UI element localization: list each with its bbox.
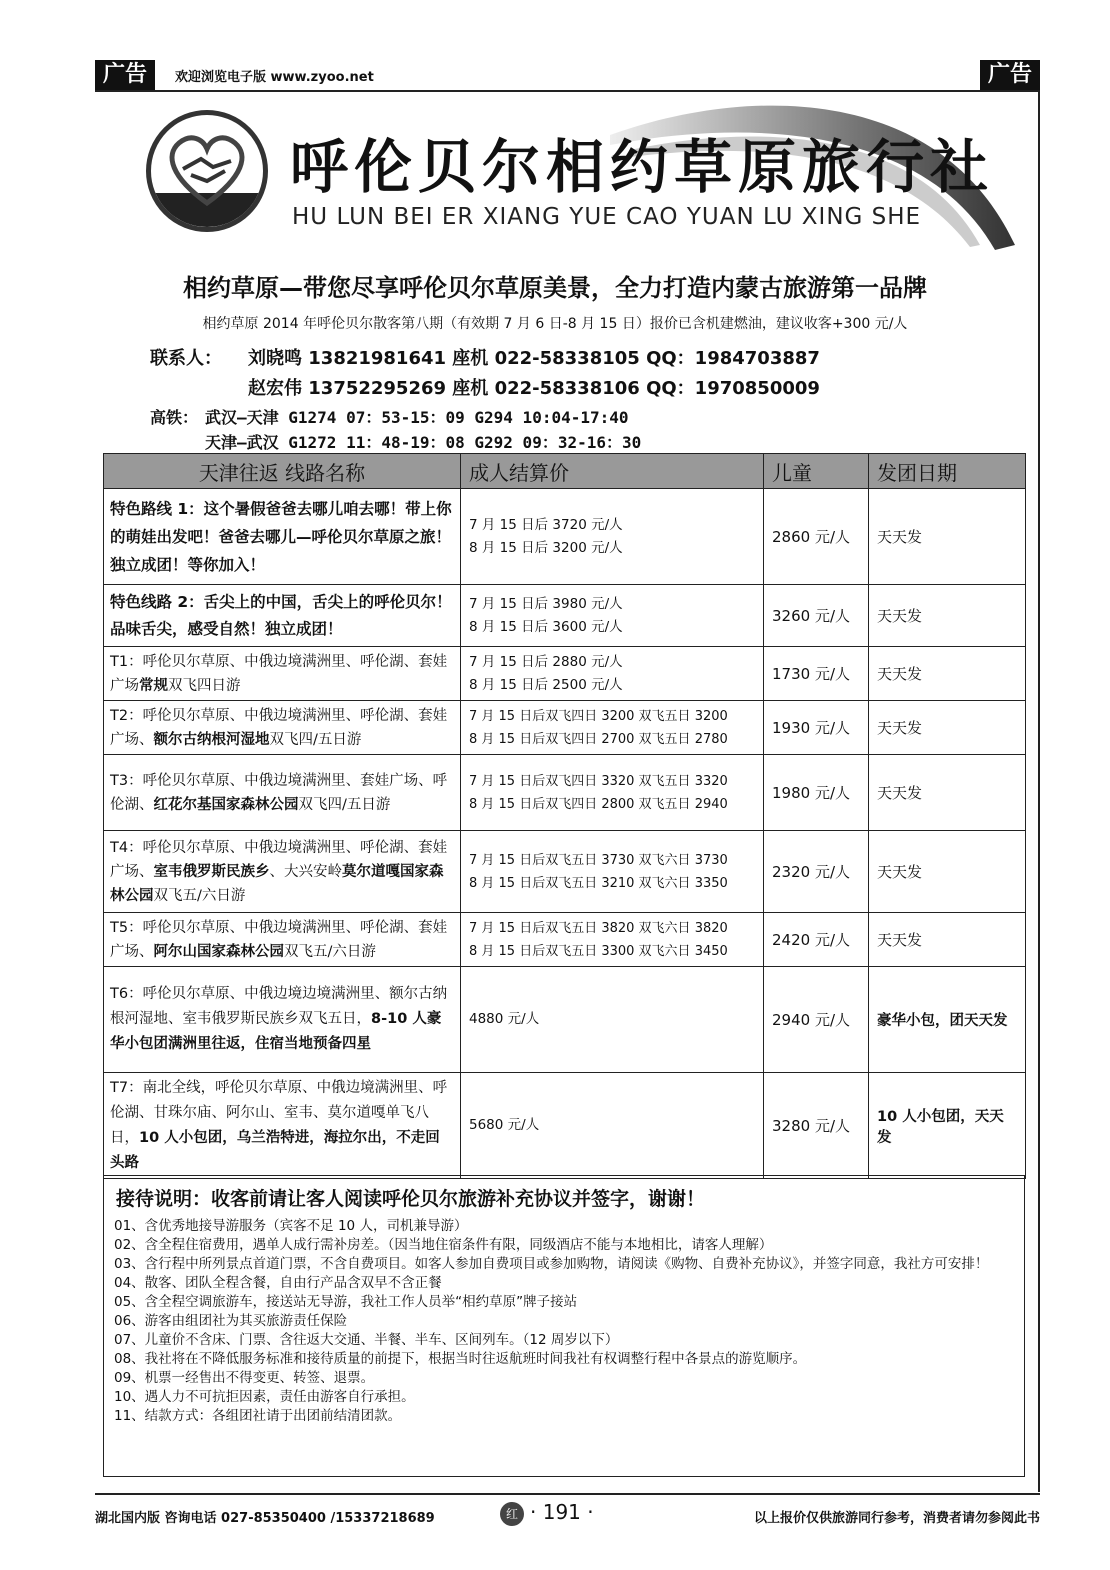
contact-2: 赵宏伟 13752295269 座机 022-58338106 QQ：1970850009 — [248, 378, 820, 399]
route-text: T6：呼伦贝尔草原、中俄边境边境满洲里、额尔古纳根河湿地、室韦俄罗斯民族乡双飞五日， — [110, 986, 448, 1027]
depart-date: 天天发 — [869, 831, 1026, 913]
route-text: T4：呼伦贝尔草原、中俄边境满洲里、呼伦湖、套娃广场、 — [110, 839, 448, 880]
footer-disclaimer: 以上报价仅供旅游同行参考，消费者请勿参阅此书 — [753, 1511, 1040, 1526]
route-text: T3：呼伦贝尔草原、中俄边境满洲里、套娃广场、呼伦湖、 — [110, 772, 448, 813]
header-adult-price: 成人结算价 — [461, 454, 764, 489]
adult-price: 5680 元/人 — [461, 1073, 764, 1179]
table-row — [104, 701, 1026, 755]
table-row — [104, 831, 1026, 913]
route-name — [104, 1073, 461, 1179]
route-text: 双飞四日游 — [168, 677, 241, 694]
route-name: 特色路线 1：这个暑假爸爸去哪儿咱去哪！带上你的萌娃出发吧！爸爸去哪儿—呼伦贝尔草原之旅！独立成团！等你加入！ — [104, 489, 461, 585]
route-highlight: 阿尔山国家森林公园 — [153, 943, 284, 960]
adult-price — [461, 755, 764, 831]
note-item: 02、含全程住宿费用，遇单人成行需补房差。（因当地住宿条件有限，同级酒店不能与本地相比，请客人理解） — [114, 1237, 773, 1253]
route-name — [104, 647, 461, 701]
price-line: 7 月 15 日后 2880 元/人 — [469, 653, 623, 670]
price-line: 8 月 15 日后双飞四日 2800 双飞五日 2940 — [469, 796, 728, 812]
table-header-row — [104, 454, 1026, 489]
table-row — [104, 913, 1026, 967]
route-text: T1：呼伦贝尔草原、中俄边境满洲里、呼伦湖、套娃广场 — [110, 653, 448, 694]
contact-1: 刘晓鸣 13821981641 座机 022-58338105 QQ：1984703887 — [248, 348, 820, 369]
validity-line: 相约草原 2014 年呼伦贝尔散客第八期（有效期 7 月 6 日-8 月 15 日）报价已含机建燃油，建议收客+300 元/人 — [202, 316, 908, 332]
contact-label: 联系人： — [150, 348, 222, 369]
price-line: 7 月 15 日后 3720 元/人 — [469, 516, 623, 533]
price-line: 7 月 15 日后双飞四日 3200 双飞五日 3200 — [469, 708, 728, 724]
child-price: 1930 元/人 — [764, 701, 869, 755]
table-row — [104, 755, 1026, 831]
note-item: 04、散客、团队全程含餐，自由行产品含双早不含正餐 — [114, 1275, 442, 1291]
note-item: 06、游客由组团社为其买旅游责任保险 — [114, 1313, 348, 1329]
table-row — [104, 647, 1026, 701]
depart-date: 天天发 — [869, 647, 1026, 701]
notes-title: 接待说明：收客前请让客人阅读呼伦贝尔旅游补充协议并签字，谢谢！ — [116, 1188, 706, 1210]
note-item: 11、结款方式：各组团社请于出团前结清团款。 — [114, 1408, 402, 1424]
note-item: 05、含全程空调旅游车，接送站无导游，我社工作人员举“相约草原”牌子接站 — [114, 1294, 578, 1310]
note-item: 09、机票一经售出不得变更、转签、退票。 — [114, 1370, 375, 1386]
price-line: 7 月 15 日后双飞五日 3820 双飞六日 3820 — [469, 920, 728, 936]
train-label: 高铁： — [150, 408, 199, 427]
header-route: 天津往返 线路名称 — [104, 454, 461, 489]
slogan: 相约草原—带您尽享呼伦贝尔草原美景，全力打造内蒙古旅游第一品牌 — [183, 274, 927, 302]
child-price: 2420 元/人 — [764, 913, 869, 967]
agency-pinyin: HU LUN BEI ER XIANG YUE CAO YUAN LU XING SHE — [292, 204, 922, 230]
train-line-2: 天津—武汉 G1272 11：48-19：08 G292 09：32-16：30 — [205, 433, 642, 452]
route-text: 双飞四/五日游 — [269, 731, 362, 748]
table-row — [104, 1073, 1026, 1179]
depart-date: 天天发 — [869, 755, 1026, 831]
price-line: 8 月 15 日后 3200 元/人 — [469, 539, 623, 556]
route-name: 特色线路 2：舌尖上的中国，舌尖上的呼伦贝尔！品味舌尖，感受自然！独立成团！ — [104, 585, 461, 647]
note-item: 07、儿童价不含床、门票、含往返大交通、半餐、半车、区间列车。（12 周岁以下） — [114, 1332, 619, 1348]
reception-notes — [103, 1175, 1025, 1477]
route-highlight: 常规 — [139, 677, 168, 694]
route-name — [104, 701, 461, 755]
depart-date: 10 人小包团，天天发 — [869, 1073, 1026, 1179]
route-highlight: 8-10 人豪华小包团满洲里往返，住宿当地预备四星 — [110, 1011, 442, 1052]
adult-price — [461, 913, 764, 967]
route-highlight: 额尔古纳根河湿地 — [153, 731, 270, 748]
depart-date: 天天发 — [869, 701, 1026, 755]
child-price: 2320 元/人 — [764, 831, 869, 913]
route-name — [104, 831, 461, 913]
page-number: · 191 · — [530, 1500, 594, 1524]
child-price: 3260 元/人 — [764, 585, 869, 647]
note-item: 10、遇人力不可抗拒因素，责任由游客自行承担。 — [114, 1389, 415, 1405]
depart-date: 天天发 — [869, 585, 1026, 647]
route-text: T5：呼伦贝尔草原、中俄边境满洲里、呼伦湖、套娃广场、 — [110, 919, 448, 960]
price-line: 7 月 15 日后双飞四日 3320 双飞五日 3320 — [469, 773, 728, 789]
train-line-1: 武汉—天津 G1274 07：53-15：09 G294 10:04-17:40 — [205, 408, 629, 427]
header-depart-date: 发团日期 — [869, 454, 1026, 489]
price-line: 8 月 15 日后双飞五日 3210 双飞六日 3350 — [469, 875, 728, 891]
header-child-price: 儿童 — [764, 454, 869, 489]
depart-date: 豪华小包，团天天发 — [869, 967, 1026, 1073]
route-name — [104, 755, 461, 831]
child-price: 2860 元/人 — [764, 489, 869, 585]
route-highlight: 室韦俄罗斯民族乡 — [153, 863, 270, 880]
red-badge-icon: 红 — [500, 1502, 524, 1526]
footer-contact: 湖北国内版 咨询电话 027-85350400 /15337218689 — [95, 1511, 435, 1526]
route-table — [103, 453, 1026, 1179]
route-text: 双飞五/六日游 — [153, 887, 246, 904]
price-line: 8 月 15 日后 2500 元/人 — [469, 676, 623, 693]
adult-price — [461, 489, 764, 585]
note-item: 03、含行程中所列景点首道门票，不含自费项目。如客人参加自费项目或参加购物，请阅读《购物、自费补充协议》，并签字同意，我社方可安排！ — [114, 1256, 989, 1272]
route-text: T2：呼伦贝尔草原、中俄边境满洲里、呼伦湖、套娃广场、 — [110, 707, 448, 748]
footer-rule — [95, 1493, 1040, 1495]
ad-label-left: 广告 — [95, 60, 155, 90]
route-text: 、大兴安岭 — [269, 863, 342, 880]
adult-price: 4880 元/人 — [461, 967, 764, 1073]
route-name — [104, 967, 461, 1073]
adult-price — [461, 585, 764, 647]
ad-label-right: 广告 — [980, 60, 1040, 90]
top-rule — [95, 90, 1040, 92]
adult-price — [461, 831, 764, 913]
route-highlight: 莫尔道嘎国家森林公园 — [110, 863, 444, 904]
table-row — [104, 967, 1026, 1073]
price-line: 8 月 15 日后 3600 元/人 — [469, 618, 623, 635]
route-highlight: 红花尔基国家森林公园 — [153, 796, 299, 813]
adult-price — [461, 701, 764, 755]
price-line: 8 月 15 日后双飞四日 2700 双飞五日 2780 — [469, 731, 728, 747]
route-text: 双飞四/五日游 — [298, 796, 391, 813]
child-price: 2940 元/人 — [764, 967, 869, 1073]
table-row — [104, 585, 1026, 647]
note-item: 08、我社将在不降低服务标准和接待质量的前提下，根据当时往返航班时间我社有权调整行程中各景点的游览顺序。 — [114, 1351, 807, 1367]
route-name — [104, 913, 461, 967]
note-item: 01、含优秀地接导游服务（宾客不足 10 人，司机兼导游） — [114, 1218, 468, 1234]
depart-date: 天天发 — [869, 489, 1026, 585]
adult-price — [461, 647, 764, 701]
route-text: 双飞五/六日游 — [284, 943, 376, 960]
price-line: 7 月 15 日后 3980 元/人 — [469, 595, 623, 612]
agency-logo — [146, 110, 268, 232]
child-price: 1730 元/人 — [764, 647, 869, 701]
child-price: 3280 元/人 — [764, 1073, 869, 1179]
handshake-heart-icon — [151, 115, 263, 227]
price-line: 8 月 15 日后双飞五日 3300 双飞六日 3450 — [469, 943, 728, 959]
header-url: 欢迎浏览电子版 www.zyoo.net — [175, 70, 374, 85]
agency-name: 呼伦贝尔相约草原旅行社 — [290, 133, 995, 201]
route-highlight: 10 人小包团，乌兰浩特进，海拉尔出，不走回头路 — [110, 1129, 440, 1171]
child-price: 1980 元/人 — [764, 755, 869, 831]
table-row — [104, 489, 1026, 585]
price-line: 7 月 15 日后双飞五日 3730 双飞六日 3730 — [469, 852, 728, 868]
route-text: T7：南北全线，呼伦贝尔草原、中俄边境满洲里、呼伦湖、甘珠尔庙、阿尔山、室韦、莫尔道嘎单飞八日， — [110, 1079, 448, 1146]
depart-date: 天天发 — [869, 913, 1026, 967]
